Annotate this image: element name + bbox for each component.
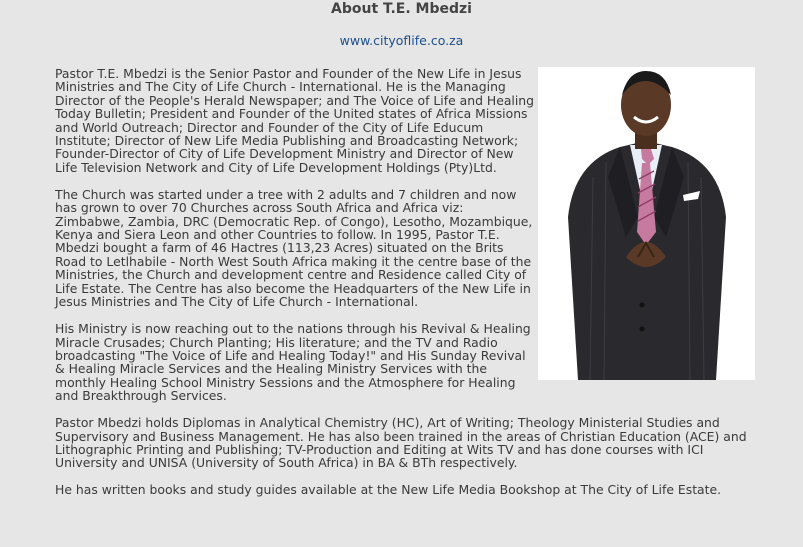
portrait-illustration bbox=[538, 67, 755, 380]
bio-paragraph-4: Pastor Mbedzi holds Diplomas in Analytical Chemistry (HC), Art of Writing; Theology Ministerial Studies and Supervisory and Business Management. He has also been trained in the areas of Christian Education (ACE) and Lithographic Printing and Publishing; TV-Production and Editing at Wits TV and has done courses with ICI University and UNISA (University of South Africa) in BA & BTh respectively. bbox=[55, 415, 747, 471]
page-title: About T.E. Mbedzi bbox=[331, 1, 472, 17]
biography-content bbox=[55, 67, 755, 510]
pastor-portrait bbox=[538, 67, 755, 380]
bio-paragraph-5: He has written books and study guides available at the New Life Media Bookshop at The City of Life Estate. bbox=[55, 482, 722, 498]
bio-paragraph-2: The Church was started under a tree with 2 adults and 7 children and now has grown to over 70 Churches across South Africa and Africa viz: Zimbabwe, Zambia, DRC (Democratic Rep. of Congo), Lesotho, Mozambique, Kenya and Siera Leon and other Countries to follow. In 1995, Pastor T.E. Mbedzi bought a farm of 46 Hactres (113,23 Acres) situated on the Brits Road to Letlhabile - North West South Africa making it the centre base of the Ministries, the Church and development centre and Residence called City of Life Estate. The Centre has also become the Headquarters of the New Life in Jesus Ministries and The City of Life Church - International. bbox=[55, 186, 533, 310]
bio-paragraph-3: His Ministry is now reaching out to the nations through his Revival & Healing Miracle Crusades; Church Planting; His literature; and the TV and Radio broadcasting "The Voice of Life and Healing Today!" and His Sunday Revival & Healing Miracle Services and the Healing Ministry Services with the monthly Healing School Ministry Sessions and the Atmosphere for Healing and Breakthrough Services. bbox=[55, 321, 531, 404]
bio-paragraph-1: Pastor T.E. Mbedzi is the Senior Pastor and Founder of the New Life in Jesus Ministries and The City of Life Church - International. He is the Managing Director of the People's Herald Newspaper; and The Voice of Life and Healing Today Bulletin; President and Founder of the United states of Africa Missions and World Outreach; Director and Founder of the City of Life Educum Institute; Director of New Life Media Publishing and Broadcasting Network; Founder-Director of City of Life Development Ministry and Director of New Life Television Network and City of Life Development Holdings (Pty)Ltd. bbox=[55, 66, 535, 175]
website-link[interactable]: www.cityoflife.co.za bbox=[339, 33, 464, 48]
